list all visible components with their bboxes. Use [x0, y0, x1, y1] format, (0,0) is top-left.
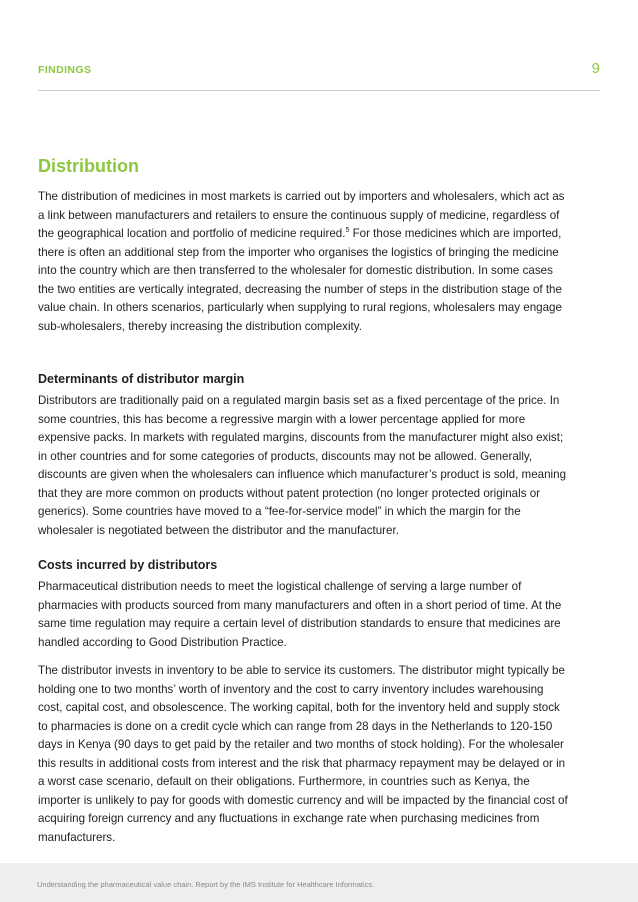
footer-text: Understanding the pharmaceutical value chain. Report by the IMS Institute for Healthcare Informatics.	[37, 880, 375, 889]
distribution-paragraph	[38, 188, 568, 336]
page-content	[38, 154, 568, 847]
distribution-paragraph-main: The distribution of medicines in most markets is carried out by importers and wholesalers, which act as a link between manufacturers and retailers to ensure the continuous supply of medicine, regardless of the geographical location and portfolio of medicine required.	[38, 190, 565, 240]
footnote-reference[interactable]: 5	[345, 227, 350, 235]
determinants-heading: Determinants of distributor margin	[38, 372, 245, 386]
distribution-paragraph-rest: For those medicines which are imported, there is often an additional step from the importer who organises the logistics of bringing the medicine into the country which are then transferred to the wholesaler for domestic distribution. In some cases the two entities are vertically integrated, decreasing the number of steps in the distribution stage of the value chain. In others scenarios, particularly when supplying to rural regions, wholesalers may engage sub-wholesalers, thereby increasing the distribution complexity.	[38, 227, 562, 333]
costs-paragraph-2: The distributor invests in inventory to be able to service its customers. The distributor might typically be holding one to two months’ worth of inventory and the cost to carry inventory includes warehousing cost, capital cost, and obsolescence. The working capital, both for the inventory held and supply stock to pharmacies is done on a credit cycle which can range from 28 days in the Netherlands to 120-150 days in Kenya (90 days to get paid by the retailer and two months of stock holding). For the wholesaler this results in additional costs from interest and the risk that pharmacy repayment may be delayed or in a worst case scenario, default on their obligations. Furthermore, in countries such as Kenya, the importer is unlikely to pay for goods with domestic currency and will be impacted by the financial cost of acquiring foreign currency and any fluctuations in exchange rate when purchasing medicines from manufacturers.	[38, 664, 568, 844]
determinants-paragraph: Distributors are traditionally paid on a regulated margin basis set as a fixed percentage of the price. In some countries, this has become a regressive margin with a lower percentage applied for more expensive packs. In markets with regulated margins, discounts from the manufacturer might also exist; in other countries and for some categories of products, discounts may not be allowed. Generally, discounts are given when the wholesalers can influence which manufacturer’s product is sold, meaning that they are more common on products without patent protection (no longer protected originals or generics). Some countries have moved to a “fee-for-service model” in which the margin for the wholesaler is negotiated between the distributor and the manufacturer.	[38, 394, 567, 537]
page-footer	[0, 863, 638, 902]
section-title: Distribution	[38, 156, 139, 176]
section-label: FINDINGS	[38, 64, 92, 76]
costs-heading: Costs incurred by distributors	[38, 558, 218, 572]
page-header	[38, 62, 600, 91]
page-number: 9	[591, 60, 600, 77]
costs-paragraph-1: Pharmaceutical distribution needs to meet the logistical challenge of serving a large number of pharmacies with products sourced from many manufacturers and often in a short period of time. At the same time regulation may require a certain level of distribution standards to ensure that medicines are handled according to Good Distribution Practice.	[38, 580, 562, 649]
